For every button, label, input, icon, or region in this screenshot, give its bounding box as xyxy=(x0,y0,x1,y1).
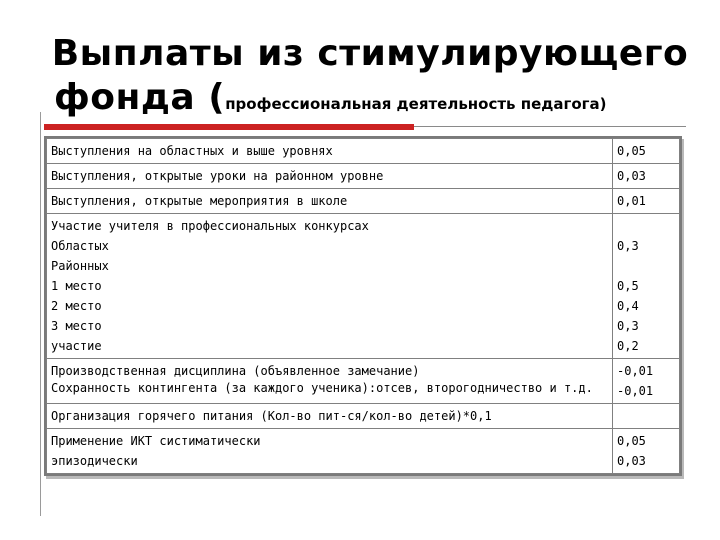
criterion-text: Применение ИКТ систиматически xyxy=(51,434,261,448)
criterion-text: Выступления, открытые мероприятия в школе xyxy=(51,194,348,208)
coefficient-value: -0,01 xyxy=(617,384,654,398)
table-row xyxy=(47,429,680,474)
title-line-2 xyxy=(40,76,700,126)
title-underline-accent xyxy=(44,124,414,130)
table-row xyxy=(47,139,680,164)
empty-value-line xyxy=(617,216,675,236)
criterion-text: Сохранность контингента (за каждого ученика):отсев, второгодничество и т.д. xyxy=(51,381,593,395)
value-cell xyxy=(613,164,680,189)
title-line-1: Выплаты из стимулирующего xyxy=(51,33,689,74)
criterion-text: Выступления, открытые уроки на районном уровне xyxy=(51,169,384,183)
coefficient-value: 0,4 xyxy=(617,299,639,313)
criterion-cell xyxy=(47,359,613,404)
empty-value-line xyxy=(617,256,675,276)
criterion-cell xyxy=(47,164,613,189)
coefficient-value: 0,01 xyxy=(617,194,646,208)
left-vertical-rule xyxy=(40,112,41,516)
table-row xyxy=(47,214,680,359)
value-cell xyxy=(613,214,680,359)
title-line-2-main: фонда ( xyxy=(54,77,226,118)
title-underline-rule xyxy=(414,126,686,127)
coefficient-value: -0,01 xyxy=(617,364,654,378)
coefficient-value: 0,03 xyxy=(617,454,646,468)
title-line-2-subtitle: профессиональная деятельность педагога) xyxy=(225,95,607,113)
coefficient-value: 0,2 xyxy=(617,339,639,353)
criterion-cell xyxy=(47,429,613,474)
criterion-text: Выступления на областных и выше уровнях xyxy=(51,144,333,158)
value-cell xyxy=(613,404,680,429)
criterion-text: 3 место xyxy=(51,319,102,333)
coefficient-value: 0,3 xyxy=(617,319,639,333)
coefficient-value: 0,5 xyxy=(617,279,639,293)
criterion-cell xyxy=(47,189,613,214)
criterion-text: 1 место xyxy=(51,279,102,293)
table-row xyxy=(47,189,680,214)
criterion-text: Производственная дисциплина (объявленное замечание) xyxy=(51,364,420,378)
criterion-text: Районных xyxy=(51,259,109,273)
table-row xyxy=(47,404,680,429)
criterion-text: 2 место xyxy=(51,299,102,313)
table-row xyxy=(47,359,680,404)
coefficient-value: 0,03 xyxy=(617,169,646,183)
criterion-text: Организация горячего питания (Кол-во пит-ся/кол-во детей)*0,1 xyxy=(51,409,492,423)
coefficient-value: 0,05 xyxy=(617,434,646,448)
criterion-text: Участие учителя в профессиональных конкурсах xyxy=(51,219,369,233)
criterion-cell xyxy=(47,214,613,359)
value-cell xyxy=(613,429,680,474)
coefficient-value: 0,3 xyxy=(617,239,639,253)
criterion-cell xyxy=(47,139,613,164)
value-cell xyxy=(613,189,680,214)
value-cell xyxy=(613,139,680,164)
payments-table xyxy=(44,136,682,476)
criterion-cell xyxy=(47,404,613,429)
criterion-text: участие xyxy=(51,339,102,353)
slide-title xyxy=(40,32,700,126)
criterion-text: Областых xyxy=(51,239,109,253)
table-row xyxy=(47,164,680,189)
criterion-text: эпизодически xyxy=(51,454,138,468)
value-cell xyxy=(613,359,680,404)
coefficient-value: 0,05 xyxy=(617,144,646,158)
